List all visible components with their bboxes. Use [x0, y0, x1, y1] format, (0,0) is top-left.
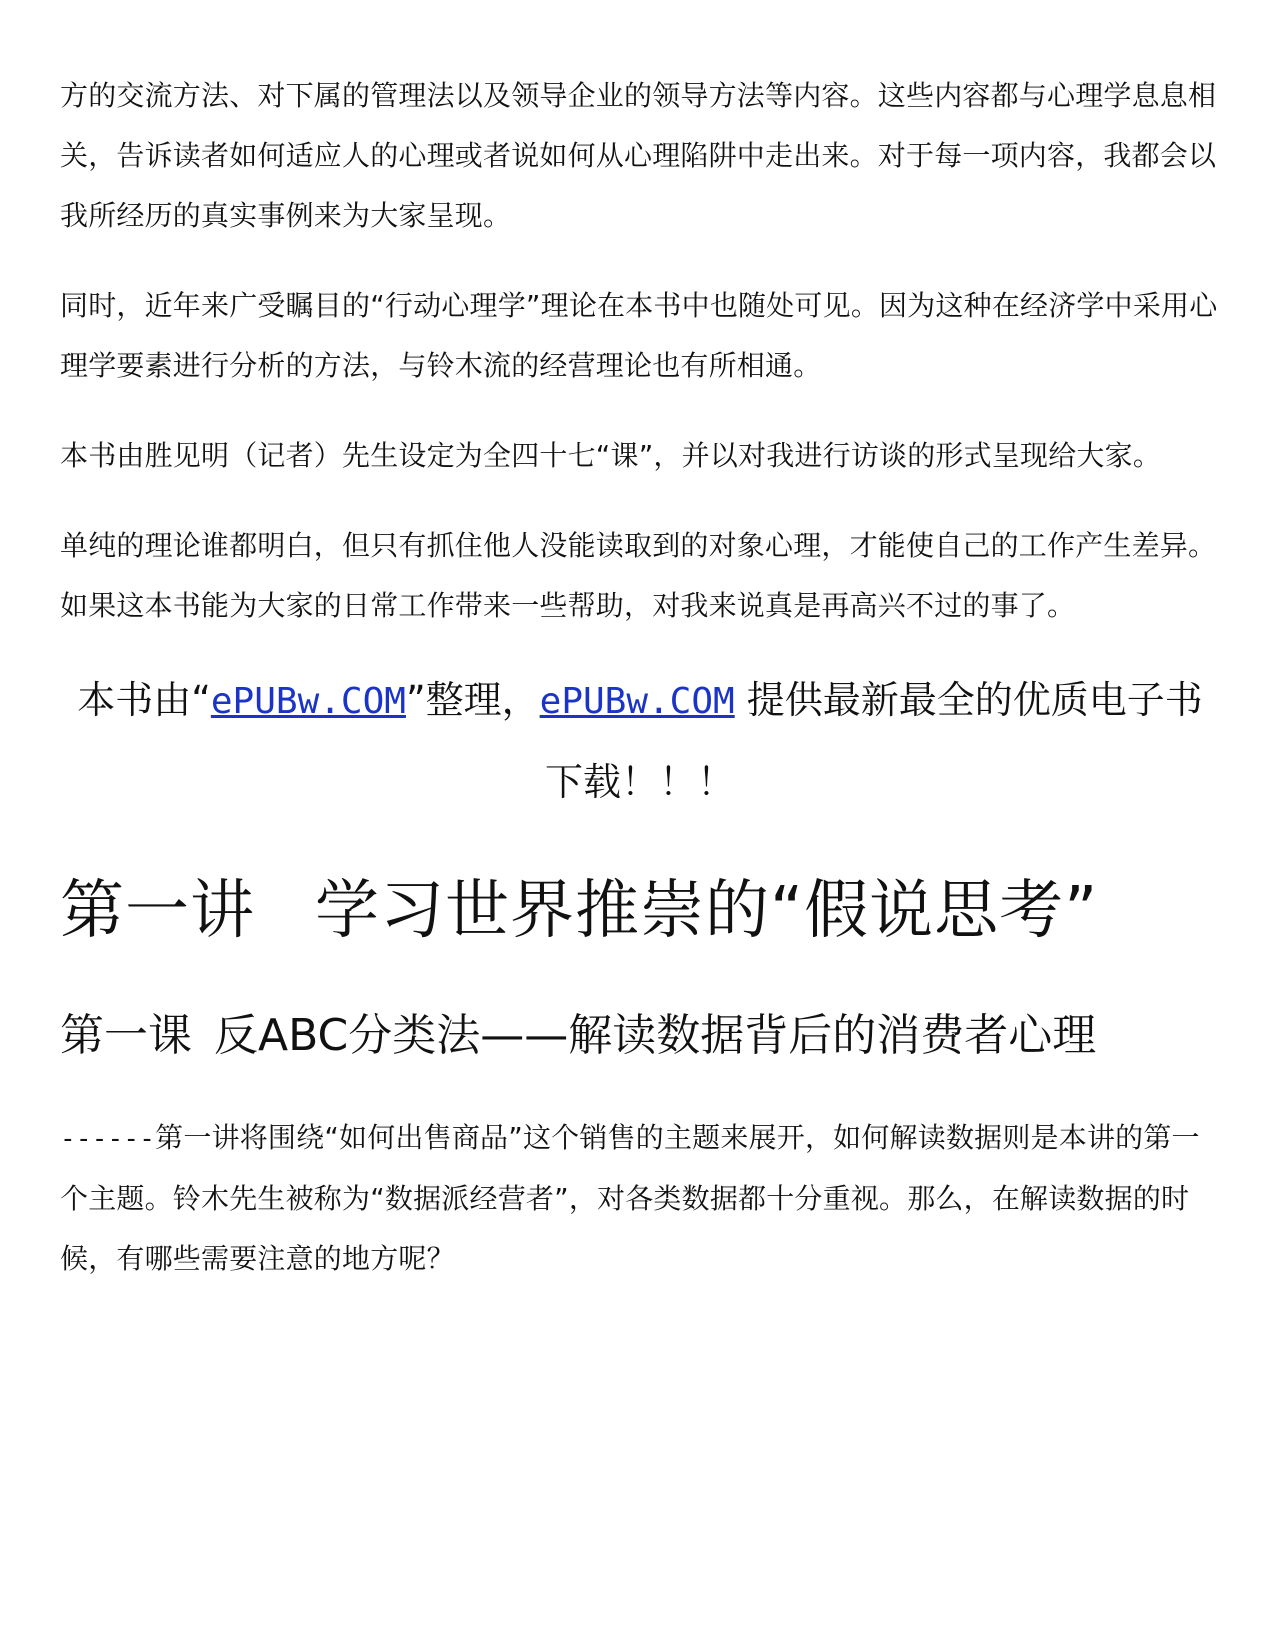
body-paragraph-3: 本书由胜见明（记者）先生设定为全四十七“课”，并以对我进行访谈的形式呈现给大家。: [60, 439, 1162, 472]
lesson-label: 第一课: [60, 1010, 192, 1061]
chapter-heading: [60, 866, 1220, 956]
notice-suffix: 提供最新最全的优质电子书下载！！！: [544, 678, 1203, 804]
epubw-link-2[interactable]: ePUBw.COM: [539, 681, 735, 722]
document-page: [60, 66, 1220, 1319]
source-notice: [60, 660, 1220, 822]
epubw-link-1[interactable]: ePUBw.COM: [210, 681, 406, 722]
notice-prefix: 本书由“: [77, 678, 211, 722]
chapter-title: 学习世界推崇的“假说思考”: [315, 874, 1099, 948]
intro-paragraph: [60, 1108, 1220, 1289]
lesson-title: 反ABC分类法——解读数据背后的消费者心理: [214, 1010, 1097, 1061]
body-paragraph-2: 同时，近年来广受瞩目的“行动心理学”理论在本书中也随处可见。因为这种在经济学中采用心理学要素进行分析的方法，与铃木流的经营理论也有所相通。: [60, 289, 1218, 382]
intro-text: 第一讲将围绕“如何出售商品”这个销售的主题来展开，如何解读数据则是本讲的第一个主题。铃木先生被称为“数据派经营者”，对各类数据都十分重视。那么，在解读数据的时候，有哪些需要注意的地方呢？: [60, 1121, 1200, 1275]
lesson-heading: [60, 1004, 1220, 1068]
body-paragraph-4: 单纯的理论谁都明白，但只有抓住他人没能读取到的对象心理，才能使自己的工作产生差异。如果这本书能为大家的日常工作带来一些帮助，对我来说真是再高兴不过的事了。: [60, 529, 1217, 622]
body-paragraph-1: 方的交流方法、对下属的管理法以及领导企业的领导方法等内容。这些内容都与心理学息息相关，告诉读者如何适应人的心理或者说如何从心理陷阱中走出来。对于每一项内容，我都会以我所经历的真实事例来为大家呈现。: [60, 79, 1217, 232]
intro-dashes: ------: [60, 1124, 156, 1154]
notice-middle: ”整理，: [405, 678, 540, 722]
chapter-label: 第一讲: [60, 874, 255, 948]
